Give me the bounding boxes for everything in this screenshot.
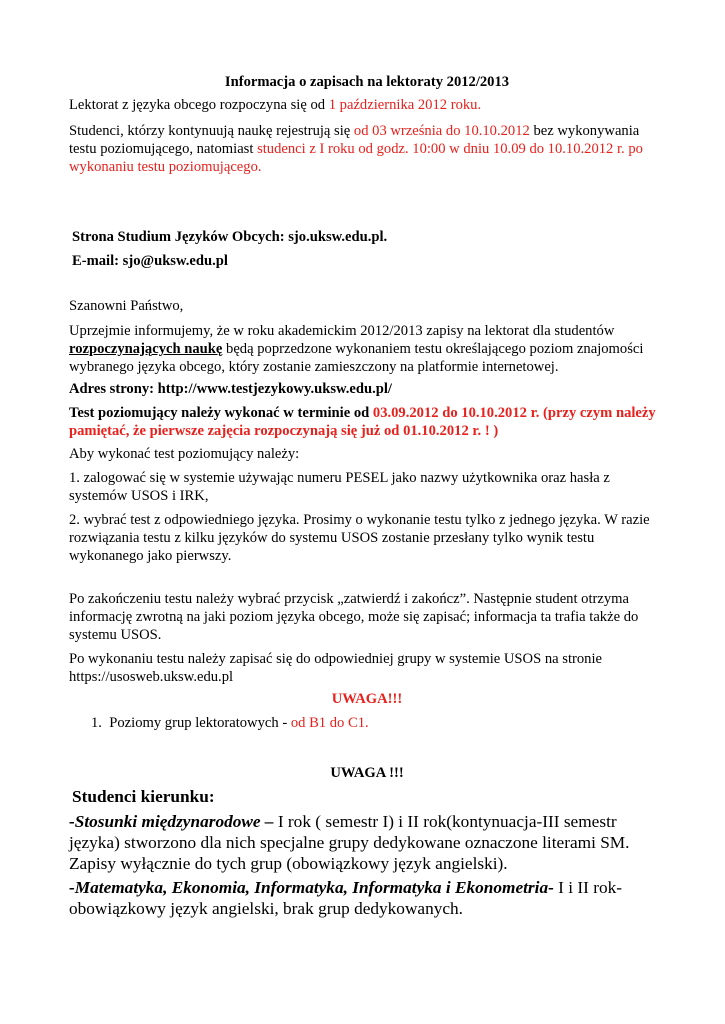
info-text-a: Uprzejmie informujemy, że w roku akademickim 2012/2013 zapisy na lektorat dla studentów — [69, 323, 615, 339]
start-date-paragraph — [69, 96, 665, 114]
info-paragraph — [69, 322, 665, 376]
math-economics-text: I i II rok- obowiązkowy język angielski, brak grup dedykowanych. — [69, 878, 622, 918]
how-to-line: Aby wykonać test poziomujący należy: — [69, 446, 300, 462]
registration-red-1: od 03 września do 10.10.2012 — [353, 123, 530, 139]
list-item-text: Poziomy grup lektoratowych - — [109, 715, 291, 731]
start-date-red: 1 października 2012 roku. — [328, 97, 482, 113]
uwaga-heading-2: UWAGA !!! — [330, 765, 404, 781]
international-relations-paragraph — [69, 811, 670, 874]
result-paragraph: Po zakończeniu testu należy wybrać przycisk „zatwierdź i zakończ”. Następnie student otrzyma informację zwrotną na jaki poziom języka obcego, może się zapisać; informacja ta trafia także do systemu USOS. — [69, 591, 639, 643]
step-1: 1. zalogować się w systemie używając numeru PESEL jako nazwy użytkownika oraz hasła z systemów USOS i IRK, — [69, 470, 610, 504]
registration-paragraph — [69, 122, 665, 176]
test-deadline-text: Test poziomujący należy wykonać w terminie od — [69, 405, 373, 421]
uwaga-heading-1: UWAGA!!! — [331, 691, 403, 707]
test-deadline-paragraph — [69, 404, 665, 440]
registration-text-b: bez wykonywania testu poziomującego, natomiast — [69, 123, 640, 157]
math-economics-paragraph — [69, 877, 670, 919]
email-line: E-mail: sjo@uksw.edu.pl — [72, 253, 228, 269]
international-relations-label: -Stosunki międzynarodowe – — [69, 812, 274, 831]
math-economics-label: -Matematyka, Ekonomia, Informatyka, Informatyka i Ekonometria- — [69, 878, 554, 897]
list-item — [91, 714, 665, 732]
start-date-text: Lektorat z języka obcego rozpoczyna się od — [69, 97, 329, 113]
usos-paragraph: Po wykonaniu testu należy zapisać się do odpowiedniej grupy w systemie USOS na stronie https://usosweb.uksw.edu.pl — [69, 651, 602, 685]
greeting: Szanowni Państwo, — [69, 298, 184, 314]
address-line: Adres strony: http://www.testjezykowy.uksw.edu.pl/ — [69, 381, 392, 397]
international-relations-text: I rok ( semestr I) i II rok(kontynuacja-III semestr języka) stworzono dla nich specjalne grupy dedykowane oznaczone literami SM. Zapisy wyłącznie do tych grup (obowiązkowy język angielski). — [69, 812, 630, 873]
list-item-number: 1. — [91, 715, 102, 731]
registration-red-2: studenci z I roku od godz. 10:00 w dniu 10.09 do 10.10.2012 r. po wykonaniu testu poziomującego. — [69, 141, 643, 175]
students-heading: Studenci kierunku: — [72, 787, 215, 806]
test-deadline-red: 03.09.2012 do 10.10.2012 r. (przy czym należy pamiętać, że pierwsze zajęcia rozpoczynają się już od 01.10.2012 r. ! ) — [69, 405, 656, 439]
info-underlined: rozpoczynających naukę — [69, 341, 223, 357]
step-2: 2. wybrać test z odpowiedniego języka. Prosimy o wykonanie testu tylko z jednego języka. W razie rozwiązania testu z kilku języków do systemu USOS zostanie przesłany tylko wynik testu wykonanego jako pierwszy. — [69, 512, 650, 564]
document-title: Informacja o zapisach na lektoraty 2012/2013 — [224, 74, 510, 90]
list-item-red: od B1 do C1. — [290, 715, 369, 731]
registration-text-a: Studenci, którzy kontynuują naukę rejestrują się — [69, 123, 354, 139]
info-text-b: będą poprzedzone wykonaniem testu określającego poziom znajomości wybranego języka obcego, który zostanie zamieszczony na platformie internetowej. — [69, 341, 644, 375]
site-line: Strona Studium Języków Obcych: sjo.uksw.edu.pl. — [72, 229, 388, 245]
